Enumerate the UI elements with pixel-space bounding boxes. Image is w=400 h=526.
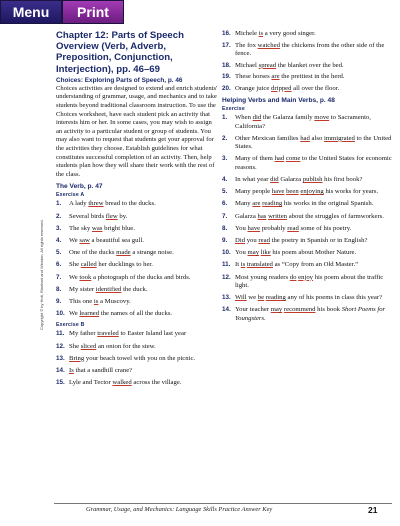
exercise-item xyxy=(222,274,392,291)
exercise-a-label: Exercise A xyxy=(56,192,85,199)
sentence-text: his poem about the traffic light. xyxy=(235,273,384,290)
answer-word: enjoy xyxy=(298,273,314,281)
sentence-text: about the struggles of farmworkers. xyxy=(287,212,384,220)
exercise-item xyxy=(56,310,218,318)
sentence-text: Many of them xyxy=(235,155,275,163)
sentence-text: as “Copy from an Old Master.” xyxy=(272,261,359,269)
sentence-text: his book xyxy=(315,306,342,314)
exercise-item xyxy=(56,274,218,282)
sentence-text: Michele xyxy=(235,30,259,37)
item-number: 14. xyxy=(222,306,231,314)
answer-word: identified xyxy=(95,285,122,293)
sentence-text: It xyxy=(235,261,241,269)
sentence-text: to the United States. xyxy=(235,134,392,151)
item-number: 11. xyxy=(56,330,65,338)
exercise-item xyxy=(222,306,392,323)
answer-word: called xyxy=(80,261,97,269)
sentence-text: his first book? xyxy=(322,176,363,184)
sentence-text: We xyxy=(69,236,80,244)
answer-word: reading xyxy=(262,200,283,208)
copyright-notice: Copyright © by Holt, Rinehart and Winston. All rights reserved. xyxy=(39,219,44,330)
sentence-text: a very good singer. xyxy=(263,30,316,37)
sentence-text: The fox xyxy=(235,41,258,49)
sentence-text: a strange noise. xyxy=(130,249,174,257)
sentence-text: the names of all the ducks. xyxy=(99,310,173,318)
exercise-item xyxy=(222,213,392,221)
helping-verbs-list xyxy=(222,114,392,323)
toolbar xyxy=(0,0,400,24)
answer-word: walked xyxy=(112,379,132,387)
answer-word: read xyxy=(258,237,270,245)
exercise-item xyxy=(56,237,218,245)
exercise-item xyxy=(56,379,218,387)
exercise-label: Exercise xyxy=(222,106,245,113)
item-number: 7. xyxy=(222,212,228,220)
answer-word: took xyxy=(79,273,92,281)
answer-word: reading xyxy=(265,294,286,302)
page-number: 21 xyxy=(368,505,378,515)
exercise-item xyxy=(56,249,218,257)
item-number: 17. xyxy=(222,41,231,49)
sentence-text: a Muscovy. xyxy=(98,297,131,305)
sentence-text: we xyxy=(246,294,258,302)
item-number: 12. xyxy=(56,342,65,350)
sentence-text: the poetry in Spanish or in English? xyxy=(269,237,368,245)
answer-word: recommend xyxy=(283,306,316,314)
sentence-text: the chickens from the other side of the fence. xyxy=(235,41,385,57)
footer-text: Grammar, Usage, and Mechanics: Language Skills Practice Answer Key xyxy=(86,506,273,513)
item-number: 14. xyxy=(56,366,65,374)
exercise-item xyxy=(222,155,392,172)
sentence-text: probably xyxy=(260,224,288,232)
answer-word: did xyxy=(252,114,262,122)
sentence-text: an onion for the stew. xyxy=(96,342,156,350)
item-number: 6. xyxy=(56,261,62,269)
sentence-text: the duck. xyxy=(121,285,148,293)
answer-word: has xyxy=(257,212,267,220)
item-number: 8. xyxy=(222,224,228,232)
item-number: 5. xyxy=(56,249,62,257)
answer-word: had xyxy=(300,134,310,142)
item-number: 10. xyxy=(222,249,231,257)
answer-word: publish xyxy=(302,176,323,184)
item-number: 2. xyxy=(56,212,62,220)
sentence-text: Lyle and Tector xyxy=(69,379,113,387)
answer-word: may xyxy=(247,249,260,257)
exercise-item xyxy=(222,62,392,70)
sentence-text: You xyxy=(235,249,248,257)
answer-word: learned xyxy=(79,310,100,318)
item-number: 2. xyxy=(222,134,228,142)
sentence-text: Other Mexican families xyxy=(235,134,301,142)
sentence-text: the Galarza family xyxy=(261,114,315,122)
answer-word: have xyxy=(247,224,261,232)
exercise-item xyxy=(56,330,218,338)
helping-verbs-heading: Helping Verbs and Main Verbs, p. 48 xyxy=(222,97,335,105)
sentence-text: In what year xyxy=(235,176,271,184)
exercise-item xyxy=(56,286,218,294)
sentence-text: by. xyxy=(117,212,128,220)
answer-word: is xyxy=(240,261,246,269)
exercise-item xyxy=(56,200,218,208)
answer-word: did xyxy=(270,176,279,184)
exercise-item xyxy=(222,176,392,184)
answer-word: are xyxy=(271,73,280,81)
sentence-text: She xyxy=(69,342,81,350)
sentence-text: You xyxy=(235,224,248,232)
answer-word: watched xyxy=(257,41,280,49)
answer-word: flew xyxy=(105,212,118,220)
sentence-text: Your teacher xyxy=(235,306,271,314)
exercise-item xyxy=(222,188,392,196)
sentence-text: a photograph of the ducks and birds. xyxy=(91,273,191,281)
answer-word: been xyxy=(286,188,299,196)
sentence-text: his works for years. xyxy=(323,188,379,196)
sentence-text: Several birds xyxy=(69,212,106,220)
sentence-text: My sister xyxy=(69,285,96,293)
exercise-item xyxy=(222,249,392,257)
sentence-text: Many xyxy=(235,200,253,208)
left-column xyxy=(56,30,218,391)
sentence-text: to Sacramento, California? xyxy=(235,114,371,130)
exercise-item xyxy=(56,213,218,221)
item-number: 1. xyxy=(222,114,228,122)
sentence-text: to Easter Island last year xyxy=(118,330,187,338)
sentence-text: She xyxy=(69,261,81,269)
sentence-text: Galarza xyxy=(278,176,303,184)
answer-word: translated xyxy=(246,261,273,269)
answer-word: written xyxy=(268,212,288,220)
answer-word: is xyxy=(93,297,99,305)
choices-heading: Choices: Exploring Parts of Speech, p. 46 xyxy=(56,76,183,84)
sentence-text: bright blue. xyxy=(102,224,135,232)
item-number: 5. xyxy=(222,188,228,196)
answer-word: Bring xyxy=(69,354,85,362)
sentence-text: your beach towel with you on the picnic. xyxy=(84,354,196,362)
answer-word: read xyxy=(287,224,299,232)
item-number: 13. xyxy=(56,354,65,362)
sentence-text: Most young readers xyxy=(235,273,290,281)
answer-word: spread xyxy=(258,61,277,69)
right-column xyxy=(222,30,392,327)
exercise-b-continued-list xyxy=(222,30,392,93)
answer-word: is xyxy=(258,30,264,37)
sentence-text: that a sandhill crane? xyxy=(73,366,133,374)
exercise-a-list xyxy=(56,200,218,318)
answer-word: was xyxy=(92,224,103,232)
sentence-text: any of his poems in class this year? xyxy=(285,294,383,302)
item-number: 11. xyxy=(222,261,231,269)
footer-divider xyxy=(54,503,392,504)
answer-word: made xyxy=(116,249,131,257)
sentence-text: across the village. xyxy=(131,379,182,387)
sentence-text: One of the ducks xyxy=(69,249,117,257)
exercise-b-label: Exercise B xyxy=(56,322,85,329)
exercise-item xyxy=(222,237,392,245)
exercise-item xyxy=(222,30,392,38)
answer-word: may xyxy=(270,306,283,314)
exercise-item xyxy=(56,343,218,351)
exercise-item xyxy=(222,135,392,152)
answer-word: immigrated xyxy=(323,134,355,142)
sentence-text: My father xyxy=(69,330,98,338)
exercise-item xyxy=(56,225,218,233)
exercise-item xyxy=(56,298,218,306)
sentence-text: a beautiful sea gull. xyxy=(89,236,144,244)
answer-word: had xyxy=(274,155,285,163)
sentence-text: Many people xyxy=(235,188,272,196)
sentence-text: her ducklings to her. xyxy=(96,261,153,269)
exercise-item xyxy=(56,355,218,363)
exercise-item xyxy=(222,42,392,59)
answer-word: saw xyxy=(79,236,90,244)
answer-word: sliced xyxy=(80,342,97,350)
sentence-text: When xyxy=(235,114,253,122)
answer-word: traveled xyxy=(97,330,119,338)
item-number: 6. xyxy=(222,200,228,208)
sentence-text: We xyxy=(69,310,80,318)
answer-word: Is xyxy=(69,366,74,374)
sentence-text: Galarza xyxy=(235,212,258,220)
exercise-item xyxy=(222,261,392,269)
item-number: 4. xyxy=(56,236,62,244)
item-number: 9. xyxy=(56,297,62,305)
sentence-text: also xyxy=(309,134,324,142)
answer-word: dripped xyxy=(271,84,292,92)
answer-word: enjoying xyxy=(300,188,324,196)
item-number: 16. xyxy=(222,30,231,37)
answer-word: are xyxy=(252,200,261,208)
menu-button[interactable]: Menu xyxy=(0,0,62,24)
sentence-text: Short Poems for Youngsters. xyxy=(235,306,386,322)
sentence-text: A lady xyxy=(69,200,89,208)
item-number: 7. xyxy=(56,273,62,281)
sentence-text: the blanket over the bed. xyxy=(276,61,344,69)
answer-word: do xyxy=(289,273,297,281)
exercise-item xyxy=(222,294,392,302)
sentence-text: his works in the original Spanish. xyxy=(282,200,374,208)
answer-word: like xyxy=(260,249,271,257)
exercise-item xyxy=(222,73,392,81)
sentence-text: These horses xyxy=(235,73,272,81)
sentence-text: Michael xyxy=(235,61,259,69)
item-number: 3. xyxy=(56,224,62,232)
sentence-text: his poem about Mother Nature. xyxy=(270,249,357,257)
sentence-text: bread to the ducks. xyxy=(103,200,156,208)
sentence-text: to the United States for economic reasons. xyxy=(235,155,392,171)
sentence-text: the prettiest in the herd. xyxy=(279,73,345,81)
exercise-item xyxy=(222,114,392,131)
exercise-item xyxy=(56,261,218,269)
sentence-text: you xyxy=(245,237,259,245)
sentence-text: Orange juice xyxy=(235,84,272,92)
answer-word: have xyxy=(271,188,285,196)
exercise-item xyxy=(222,200,392,208)
item-number: 18. xyxy=(222,61,231,69)
item-number: 9. xyxy=(222,237,228,245)
item-number: 8. xyxy=(56,285,62,293)
item-number: 3. xyxy=(222,155,228,163)
answer-word: threw xyxy=(88,200,104,208)
item-number: 4. xyxy=(222,176,228,184)
exercise-item xyxy=(56,367,218,375)
sentence-text: This one xyxy=(69,297,94,305)
answer-word: Did xyxy=(235,237,246,245)
answer-word: be xyxy=(257,294,265,302)
answer-word: come xyxy=(285,155,301,163)
item-number: 20. xyxy=(222,84,231,92)
item-number: 10. xyxy=(56,310,65,318)
item-number: 12. xyxy=(222,273,231,281)
exercise-item xyxy=(222,85,392,93)
choices-paragraph: Choices activities are designed to extend and enrich students' understanding of grammar, usage, and mechanics and to take students beyond traditional classroom instruction. To use the Choices worksheet, have each student pick an activity that interests him or her. In some cases, you may wish to assign an activity to a particular student or group of students. You may also want to request that students get your approval for the activities they choose. Establish guidelines for what constitutes successful completion of an activity. Then, help students plan how they will share their work with the rest of the class. xyxy=(56,84,218,178)
item-number: 15. xyxy=(56,379,65,387)
print-button[interactable]: Print xyxy=(62,0,124,24)
exercise-b-list xyxy=(56,330,218,387)
exercise-item xyxy=(222,225,392,233)
answer-word: move xyxy=(314,114,330,122)
item-number: 19. xyxy=(222,73,231,81)
sentence-text: The sky xyxy=(69,224,93,232)
item-number: 13. xyxy=(222,294,231,302)
item-number: 1. xyxy=(56,200,62,208)
sentence-text: some of his poetry. xyxy=(298,224,352,232)
chapter-title: Chapter 12: Parts of Speech Overview (Verb, Adverb, Preposition, Conjunction, Interjection), pp. 46–69 xyxy=(56,30,184,75)
sentence-text: We xyxy=(69,273,80,281)
verb-section-heading: The Verb, p. 47 xyxy=(56,183,103,191)
answer-word: Will xyxy=(235,294,247,302)
sentence-text: all over the floor. xyxy=(291,84,340,92)
